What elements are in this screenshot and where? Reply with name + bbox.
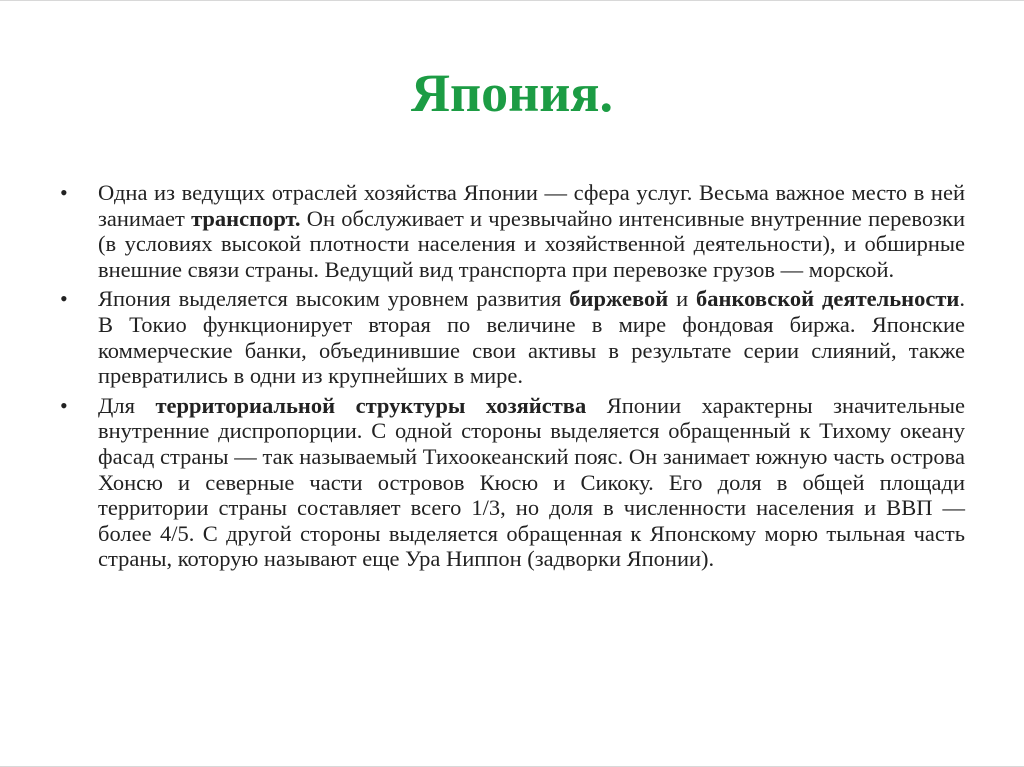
bullet-text xyxy=(98,180,965,282)
bold-term-transport: транспорт. xyxy=(191,205,301,231)
bullet-text xyxy=(98,286,965,388)
bullet-item-territory xyxy=(60,393,965,572)
bold-term-exchange: биржевой xyxy=(569,286,669,312)
top-divider xyxy=(0,0,1024,1)
text-segment: Он обслуживает и чрезвычайно интенсивные внутренние перевозки (в условиях высокой плотности населения и хозяйственной деятельности), и обширные внешние связи страны. Ведущий вид транспорта при перевозке грузов — морской. xyxy=(98,205,965,282)
bullet-item-transport xyxy=(60,180,965,282)
bullet-text xyxy=(98,393,965,572)
text-segment: Одна из ведущих отраслей хозяйства Японии — сфера услуг. Весьма важное место в ней занимает xyxy=(98,180,965,231)
text-segment: и xyxy=(668,286,697,312)
bullet-icon: • xyxy=(60,180,68,205)
bold-term-territorial-structure: территориальной структуры хозяйства xyxy=(155,392,587,418)
slide-title: Япония. xyxy=(410,63,614,123)
bullet-icon: • xyxy=(60,286,68,312)
bullet-item-finance xyxy=(60,286,965,388)
bullet-icon: • xyxy=(60,392,68,418)
text-segment: Япония выделяется высоким уровнем развития xyxy=(98,286,570,312)
bold-term-banking: банковской деятельности xyxy=(696,286,960,312)
text-segment: . В Токио функционирует вторая по величине в мире фондовая биржа. Японские коммерческие банки, объединившие свои активы в результате серии слияний, также превратились в одни из крупнейших в мире. xyxy=(98,286,965,389)
bullet-list xyxy=(60,180,965,576)
text-segment: Для xyxy=(98,392,156,418)
text-segment: Японии характерны значительные внутренние диспропорции. С одной стороны выделяется обращенный к Тихому океану фасад страны — так называемый Тихоокеанский пояс. Он занимает южную часть острова Хонсю и северные части островов Кюсю и Сикоку. Его доля в общей площади территории страны составляет всего 1/3, но доля в численности населения и ВВП — более 4/5. С другой стороны выделяется обращенная к Японскому морю тыльная часть страны, которую называют еще Ура Ниппон (задворки Японии). xyxy=(98,392,965,572)
